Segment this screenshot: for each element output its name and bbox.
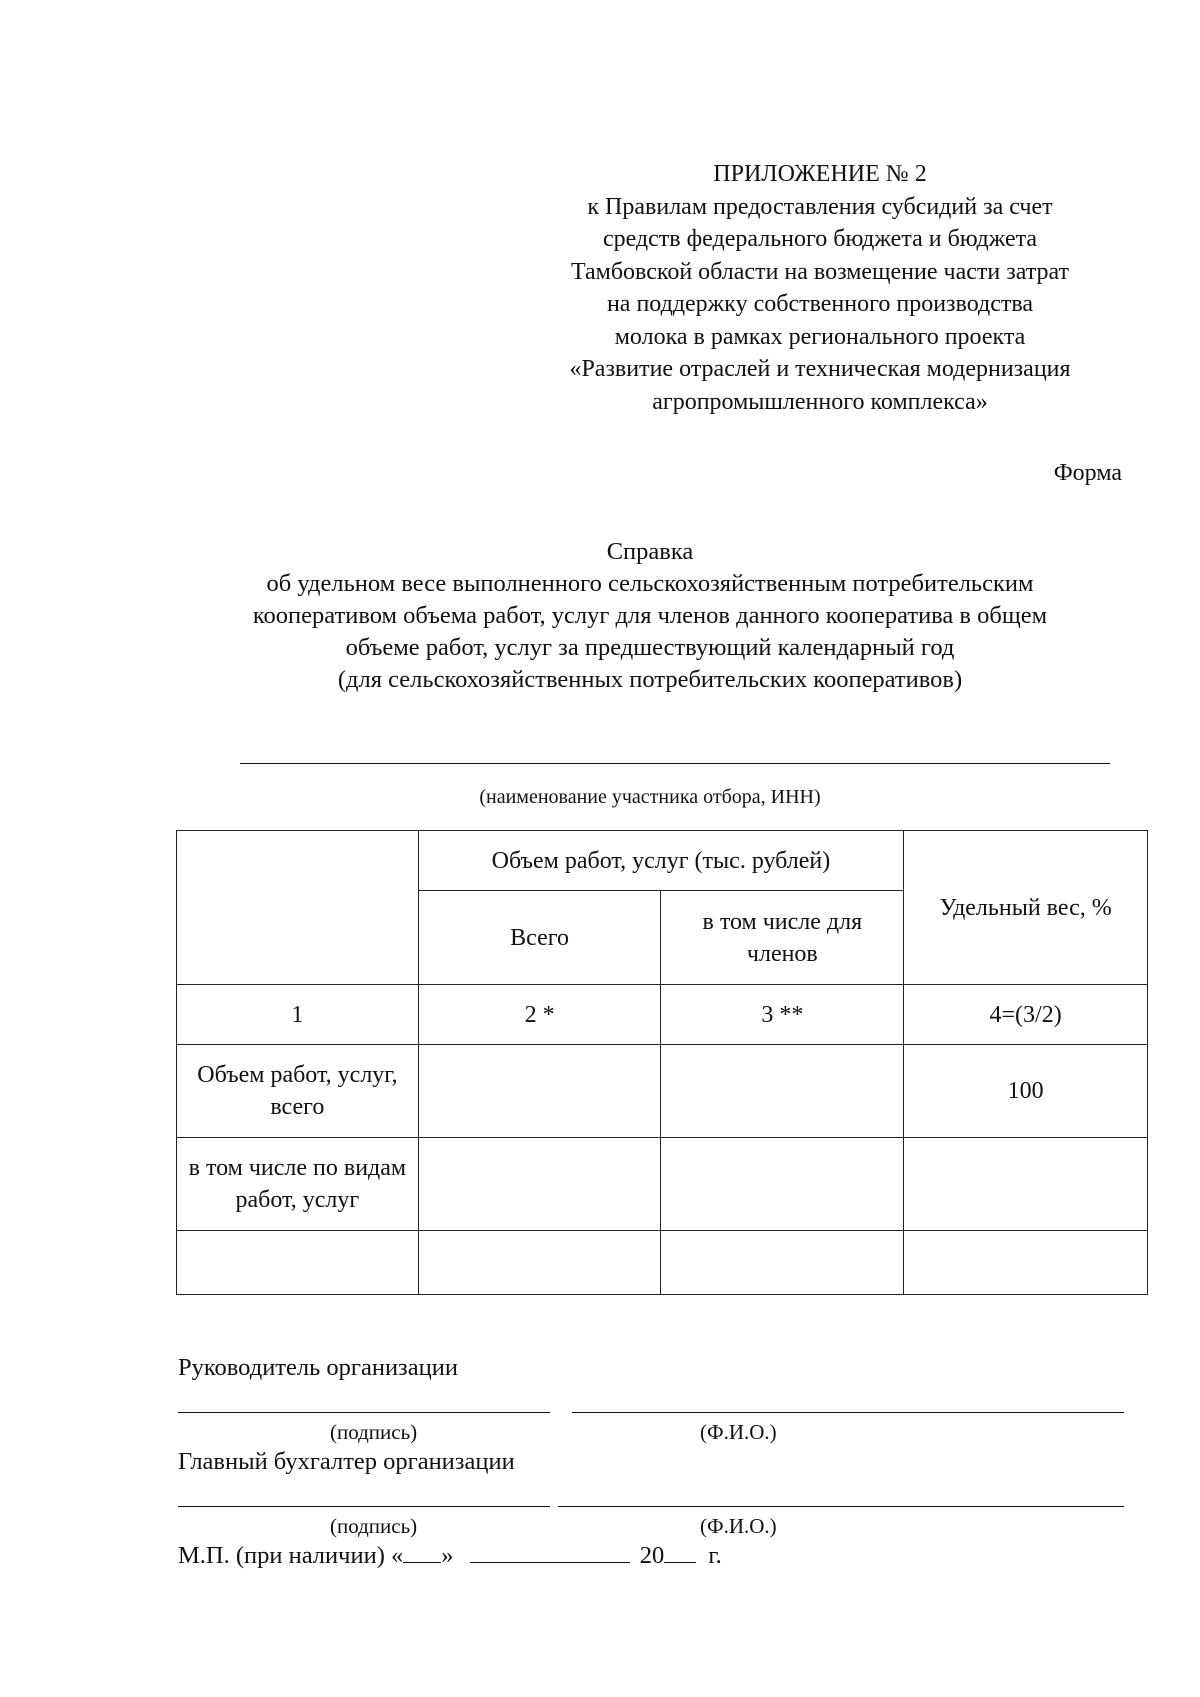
- weight-header: Удельный вес, %: [904, 831, 1148, 985]
- participant-name-field[interactable]: [240, 763, 1110, 764]
- accountant-signature-field[interactable]: [178, 1506, 550, 1507]
- appendix-line: агропромышленного комплекса»: [652, 388, 988, 415]
- column-number: 4=(3/2): [904, 985, 1148, 1045]
- stamp-date-line: [178, 1540, 722, 1570]
- row-label[interactable]: [177, 1231, 419, 1295]
- certificate-subtitle-line: объеме работ, услуг за предшествующий календарный год: [345, 634, 955, 661]
- year-suffix: г.: [708, 1542, 722, 1569]
- column-number-row: [177, 985, 1148, 1045]
- form-label: Форма: [1053, 460, 1122, 486]
- report-table: [176, 830, 1148, 1295]
- head-signature-field[interactable]: [178, 1412, 550, 1413]
- table-row: [177, 1231, 1148, 1295]
- appendix-line: Тамбовской области на возмещение части затрат: [570, 258, 1070, 285]
- weight-cell[interactable]: [904, 1231, 1148, 1295]
- name-caption: (Ф.И.О.): [700, 1420, 777, 1444]
- appendix-line: «Развитие отраслей и техническая модернизация: [569, 356, 1071, 382]
- name-caption: (Ф.И.О.): [700, 1514, 777, 1538]
- total-header: Всего: [418, 891, 661, 985]
- certificate-title-block: [160, 536, 1140, 696]
- stamp-prefix: М.П. (при наличии) «: [178, 1542, 404, 1569]
- members-header: в том числе для членов: [661, 891, 904, 985]
- appendix-line: к Правилам предоставления субсидий за счет: [587, 193, 1053, 220]
- day-field[interactable]: [403, 1540, 441, 1563]
- stamp-quote-close: »: [441, 1542, 454, 1569]
- year-prefix: 20: [639, 1542, 665, 1569]
- certificate-subtitle-line: об удельном весе выполненного сельскохозяйственным потребительским: [266, 570, 1034, 597]
- weight-cell[interactable]: [904, 1138, 1148, 1231]
- total-cell[interactable]: [418, 1138, 661, 1231]
- accountant-label: Главный бухгалтер организации: [178, 1448, 515, 1475]
- table-row: [177, 1045, 1148, 1138]
- column-number: 2 *: [418, 985, 661, 1045]
- weight-cell[interactable]: 100: [904, 1045, 1148, 1138]
- head-name-field[interactable]: [572, 1412, 1124, 1413]
- appendix-title: ПРИЛОЖЕНИЕ № 2: [713, 161, 927, 187]
- appendix-line: молока в рамках регионального проекта: [614, 323, 1026, 350]
- appendix-line: на поддержку собственного производства: [606, 291, 1034, 317]
- row-label: в том числе по видам работ, услуг: [177, 1138, 419, 1231]
- members-cell[interactable]: [661, 1231, 904, 1295]
- column-number: 3 **: [661, 985, 904, 1045]
- empty-header-cell: [177, 831, 419, 985]
- appendix-header: [500, 158, 1140, 418]
- members-cell[interactable]: [661, 1045, 904, 1138]
- members-cell[interactable]: [661, 1138, 904, 1231]
- month-field[interactable]: [470, 1540, 630, 1563]
- head-label: Руководитель организации: [178, 1354, 458, 1381]
- signature-caption: (подпись): [330, 1514, 418, 1538]
- column-number: 1: [177, 985, 419, 1045]
- appendix-line: средств федерального бюджета и бюджета: [602, 226, 1038, 252]
- signature-caption: (подпись): [330, 1420, 418, 1444]
- certificate-title: Справка: [606, 538, 694, 565]
- volume-header: Объем работ, услуг (тыс. рублей): [418, 831, 903, 891]
- row-label: Объем работ, услуг, всего: [177, 1045, 419, 1138]
- total-cell[interactable]: [418, 1231, 661, 1295]
- certificate-subtitle-line: кооперативом объема работ, услуг для членов данного кооператива в общем: [252, 602, 1048, 629]
- table-row: [177, 1138, 1148, 1231]
- total-cell[interactable]: [418, 1045, 661, 1138]
- year-field[interactable]: [664, 1540, 696, 1563]
- accountant-name-field[interactable]: [558, 1506, 1124, 1507]
- certificate-subtitle-line: (для сельскохозяйственных потребительских кооперативов): [337, 666, 963, 693]
- participant-caption: (наименование участника отбора, ИНН): [479, 786, 821, 808]
